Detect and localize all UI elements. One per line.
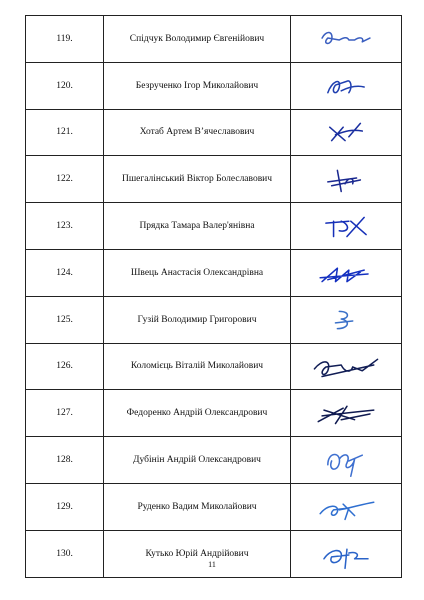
handwritten-signature [291,438,401,482]
signature-cell [291,62,402,109]
person-name: Руденко Вадим Миколайович [104,483,291,530]
table-row [26,16,402,63]
table-row [26,437,402,484]
person-name: Пшегалінський Віктор Болеславович [104,156,291,203]
row-number: 124. [26,249,104,296]
row-number: 120. [26,62,104,109]
handwritten-signature [291,391,401,435]
handwritten-signature [291,298,401,342]
table-row [26,390,402,437]
page-number: 11 [208,560,216,569]
signature-cell [291,390,402,437]
signature-cell [291,437,402,484]
handwritten-signature [291,344,401,388]
signature-cell [291,109,402,156]
table-row [26,530,402,577]
row-number: 125. [26,296,104,343]
signature-cell [291,343,402,390]
person-name: Коломієць Віталій Миколайович [104,343,291,390]
table-row [26,203,402,250]
row-number: 130. [26,530,104,577]
table-row [26,483,402,530]
person-name: Спідчук Володимир Євгенійович [104,16,291,63]
handwritten-signature [291,532,401,576]
handwritten-signature [291,251,401,295]
row-number: 127. [26,390,104,437]
person-name: Безрученко Ігор Миколайович [104,62,291,109]
row-number: 129. [26,483,104,530]
signature-cell [291,249,402,296]
signature-cell [291,16,402,63]
person-name: Гузій Володимир Григорович [104,296,291,343]
table-row [26,156,402,203]
person-name: Хотаб Артем В’ячеславович [104,109,291,156]
signature-cell [291,156,402,203]
handwritten-signature [291,204,401,248]
handwritten-signature [291,17,401,61]
signature-table [25,15,402,578]
signature-cell [291,483,402,530]
row-number: 121. [26,109,104,156]
row-number: 119. [26,16,104,63]
row-number: 123. [26,203,104,250]
table-row [26,343,402,390]
signature-table-body [26,16,402,578]
person-name: Федоренко Андрій Олександрович [104,390,291,437]
signature-cell [291,203,402,250]
row-number: 126. [26,343,104,390]
handwritten-signature [291,64,401,108]
handwritten-signature [291,485,401,529]
signature-cell [291,296,402,343]
person-name: Швець Анастасія Олександрівна [104,249,291,296]
row-number: 128. [26,437,104,484]
person-name: Прядка Тамара Валер'янівна [104,203,291,250]
signature-cell [291,530,402,577]
handwritten-signature [291,110,401,154]
table-row [26,249,402,296]
table-row [26,62,402,109]
table-row [26,296,402,343]
row-number: 122. [26,156,104,203]
handwritten-signature [291,157,401,201]
table-row [26,109,402,156]
person-name: Дубінін Андрій Олександрович [104,437,291,484]
person-name: Кутько Юрій Андрійович [104,530,291,577]
